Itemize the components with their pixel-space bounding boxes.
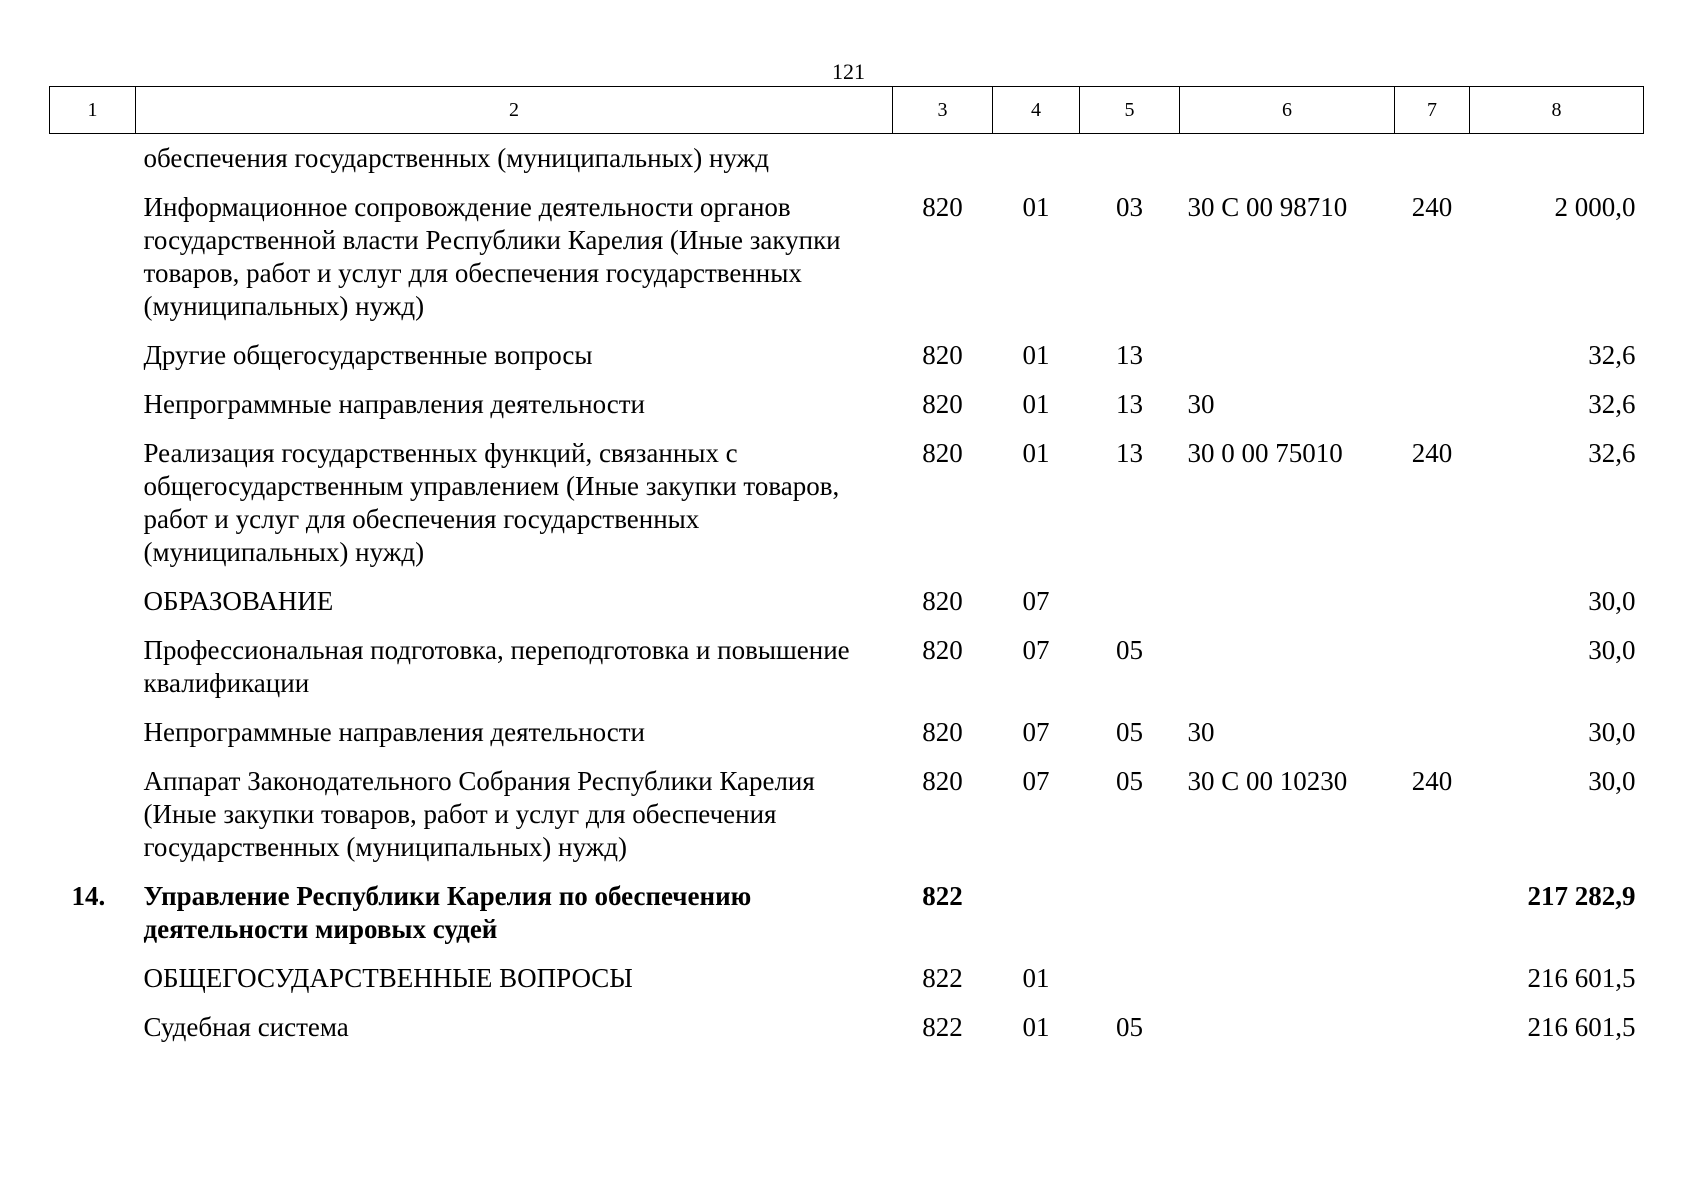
- row-name: Информационное сопровождение деятельности органов государственной власти Республики Карелия (Иные закупки товаров, работ и услуг для обеспечения государственных (муниципальных) нужд): [143, 192, 841, 321]
- code-3: 820: [922, 766, 963, 796]
- code-7: [1395, 874, 1470, 956]
- page-number: 121: [832, 59, 865, 84]
- row-number: [50, 185, 136, 333]
- code-4: [993, 874, 1080, 956]
- code-4: 07: [1022, 635, 1050, 665]
- code-3: 820: [922, 389, 963, 419]
- code-4: 07: [1022, 586, 1050, 616]
- row-name: Аппарат Законодательного Собрания Республики Карелия (Иные закупки товаров, работ и услуг для обеспечения государственных (муниципальных) нужд): [143, 766, 815, 862]
- row-name: Профессиональная подготовка, переподготовка и повышение квалификации: [143, 635, 850, 698]
- code-7: 240: [1411, 438, 1453, 468]
- amount: 217 282,9: [1527, 881, 1636, 911]
- row-name: Непрограммные направления деятельности: [143, 717, 645, 747]
- table-row: [50, 185, 1644, 333]
- code-3: [893, 134, 993, 186]
- header-cell-8: 8: [1470, 87, 1644, 134]
- row-number: [50, 134, 136, 186]
- code-4: 01: [1022, 963, 1050, 993]
- row-name: ОБЩЕГОСУДАРСТВЕННЫЕ ВОПРОСЫ: [143, 963, 633, 993]
- table-row: [50, 628, 1644, 710]
- amount: 30,0: [1588, 717, 1636, 747]
- code-7: [1395, 134, 1470, 186]
- code-5: [1080, 579, 1180, 628]
- code-5: [1080, 874, 1180, 956]
- code-5: 05: [1116, 635, 1143, 665]
- code-7: [1395, 382, 1470, 431]
- code-7: [1395, 710, 1470, 759]
- row-name: обеспечения государственных (муниципальных) нужд: [143, 143, 769, 173]
- code-7: [1395, 579, 1470, 628]
- table-row: [50, 956, 1644, 1005]
- row-number: [50, 628, 136, 710]
- code-5: 13: [1116, 438, 1143, 468]
- code-5: 13: [1116, 389, 1143, 419]
- table-header: [50, 87, 1644, 134]
- code-3: 820: [922, 192, 963, 222]
- code-3: 820: [922, 717, 963, 747]
- amount: [1470, 134, 1644, 186]
- code-5: 13: [1116, 340, 1143, 370]
- header-cell-6: 6: [1180, 87, 1395, 134]
- row-number: [50, 431, 136, 579]
- amount: 2 000,0: [1554, 192, 1636, 222]
- row-number: 14.: [71, 881, 106, 911]
- table-row: [50, 134, 1644, 186]
- row-name: Управление Республики Карелия по обеспечению деятельности мировых судей: [143, 881, 752, 944]
- row-number: [50, 956, 136, 1005]
- code-3: 820: [922, 635, 963, 665]
- code-7: 240: [1411, 766, 1453, 796]
- code-3: 822: [922, 963, 963, 993]
- code-7: [1395, 333, 1470, 382]
- header-cell-7: 7: [1395, 87, 1470, 134]
- code-6: [1180, 333, 1395, 382]
- code-6: [1180, 579, 1395, 628]
- table-row: [50, 710, 1644, 759]
- header-cell-3: 3: [893, 87, 993, 134]
- code-4: 01: [1022, 438, 1050, 468]
- code-6: [1180, 956, 1395, 1005]
- code-3: 822: [922, 1012, 963, 1042]
- amount: 30,0: [1588, 586, 1636, 616]
- budget-table: [49, 86, 1644, 1054]
- header-cell-1: 1: [50, 87, 136, 134]
- row-number: [50, 759, 136, 874]
- row-number: [50, 333, 136, 382]
- code-5: [1080, 956, 1180, 1005]
- code-7: [1395, 1005, 1470, 1054]
- header-row: [50, 87, 1644, 134]
- code-7: [1395, 628, 1470, 710]
- row-name: ОБРАЗОВАНИЕ: [143, 586, 334, 616]
- table-body: [50, 134, 1644, 1055]
- table-row: [50, 579, 1644, 628]
- code-5: 05: [1116, 766, 1143, 796]
- code-5: [1080, 134, 1180, 186]
- amount: 216 601,5: [1527, 963, 1636, 993]
- code-4: 01: [1022, 1012, 1050, 1042]
- amount: 32,6: [1588, 389, 1636, 419]
- code-7: [1395, 956, 1470, 1005]
- row-number: [50, 382, 136, 431]
- code-5: 05: [1116, 717, 1143, 747]
- row-name: Реализация государственных функций, связанных с общегосударственным управлением (Иные закупки товаров, работ и услуг для обеспечения государственных (муниципальных) нужд): [143, 438, 840, 567]
- code-4: 07: [1022, 766, 1050, 796]
- code-6: [1180, 874, 1395, 956]
- code-6: [1180, 134, 1395, 186]
- code-3: 820: [922, 340, 963, 370]
- row-number: [50, 1005, 136, 1054]
- row-name: Судебная система: [143, 1012, 349, 1042]
- amount: 32,6: [1588, 340, 1636, 370]
- code-5: 05: [1116, 1012, 1143, 1042]
- code-6: 30: [1187, 717, 1215, 747]
- table-row: [50, 1005, 1644, 1054]
- code-6: 30: [1187, 389, 1215, 419]
- code-6: 30 0 00 75010: [1187, 438, 1343, 468]
- table-row: [50, 382, 1644, 431]
- code-6: [1180, 628, 1395, 710]
- code-7: 240: [1411, 192, 1453, 222]
- header-cell-2: 2: [136, 87, 893, 134]
- table-row-section-total: [50, 874, 1644, 956]
- amount: 216 601,5: [1527, 1012, 1636, 1042]
- row-number: [50, 710, 136, 759]
- header-cell-4: 4: [993, 87, 1080, 134]
- code-4: 01: [1022, 389, 1050, 419]
- code-4: 01: [1022, 192, 1050, 222]
- code-6: [1180, 1005, 1395, 1054]
- code-3: 822: [922, 881, 963, 911]
- code-6: 30 С 00 98710: [1187, 192, 1348, 222]
- amount: 30,0: [1588, 635, 1636, 665]
- row-name: Другие общегосударственные вопросы: [143, 340, 593, 370]
- row-name: Непрограммные направления деятельности: [143, 389, 645, 419]
- code-5: 03: [1116, 192, 1143, 222]
- code-3: 820: [922, 586, 963, 616]
- header-cell-5: 5: [1080, 87, 1180, 134]
- row-number: [50, 579, 136, 628]
- table-row: [50, 431, 1644, 579]
- amount: 30,0: [1588, 766, 1636, 796]
- code-4: 01: [1022, 340, 1050, 370]
- code-4: [993, 134, 1080, 186]
- amount: 32,6: [1588, 438, 1636, 468]
- table-row: [50, 759, 1644, 874]
- code-3: 820: [922, 438, 963, 468]
- code-6: 30 С 00 10230: [1187, 766, 1348, 796]
- code-4: 07: [1022, 717, 1050, 747]
- table-row: [50, 333, 1644, 382]
